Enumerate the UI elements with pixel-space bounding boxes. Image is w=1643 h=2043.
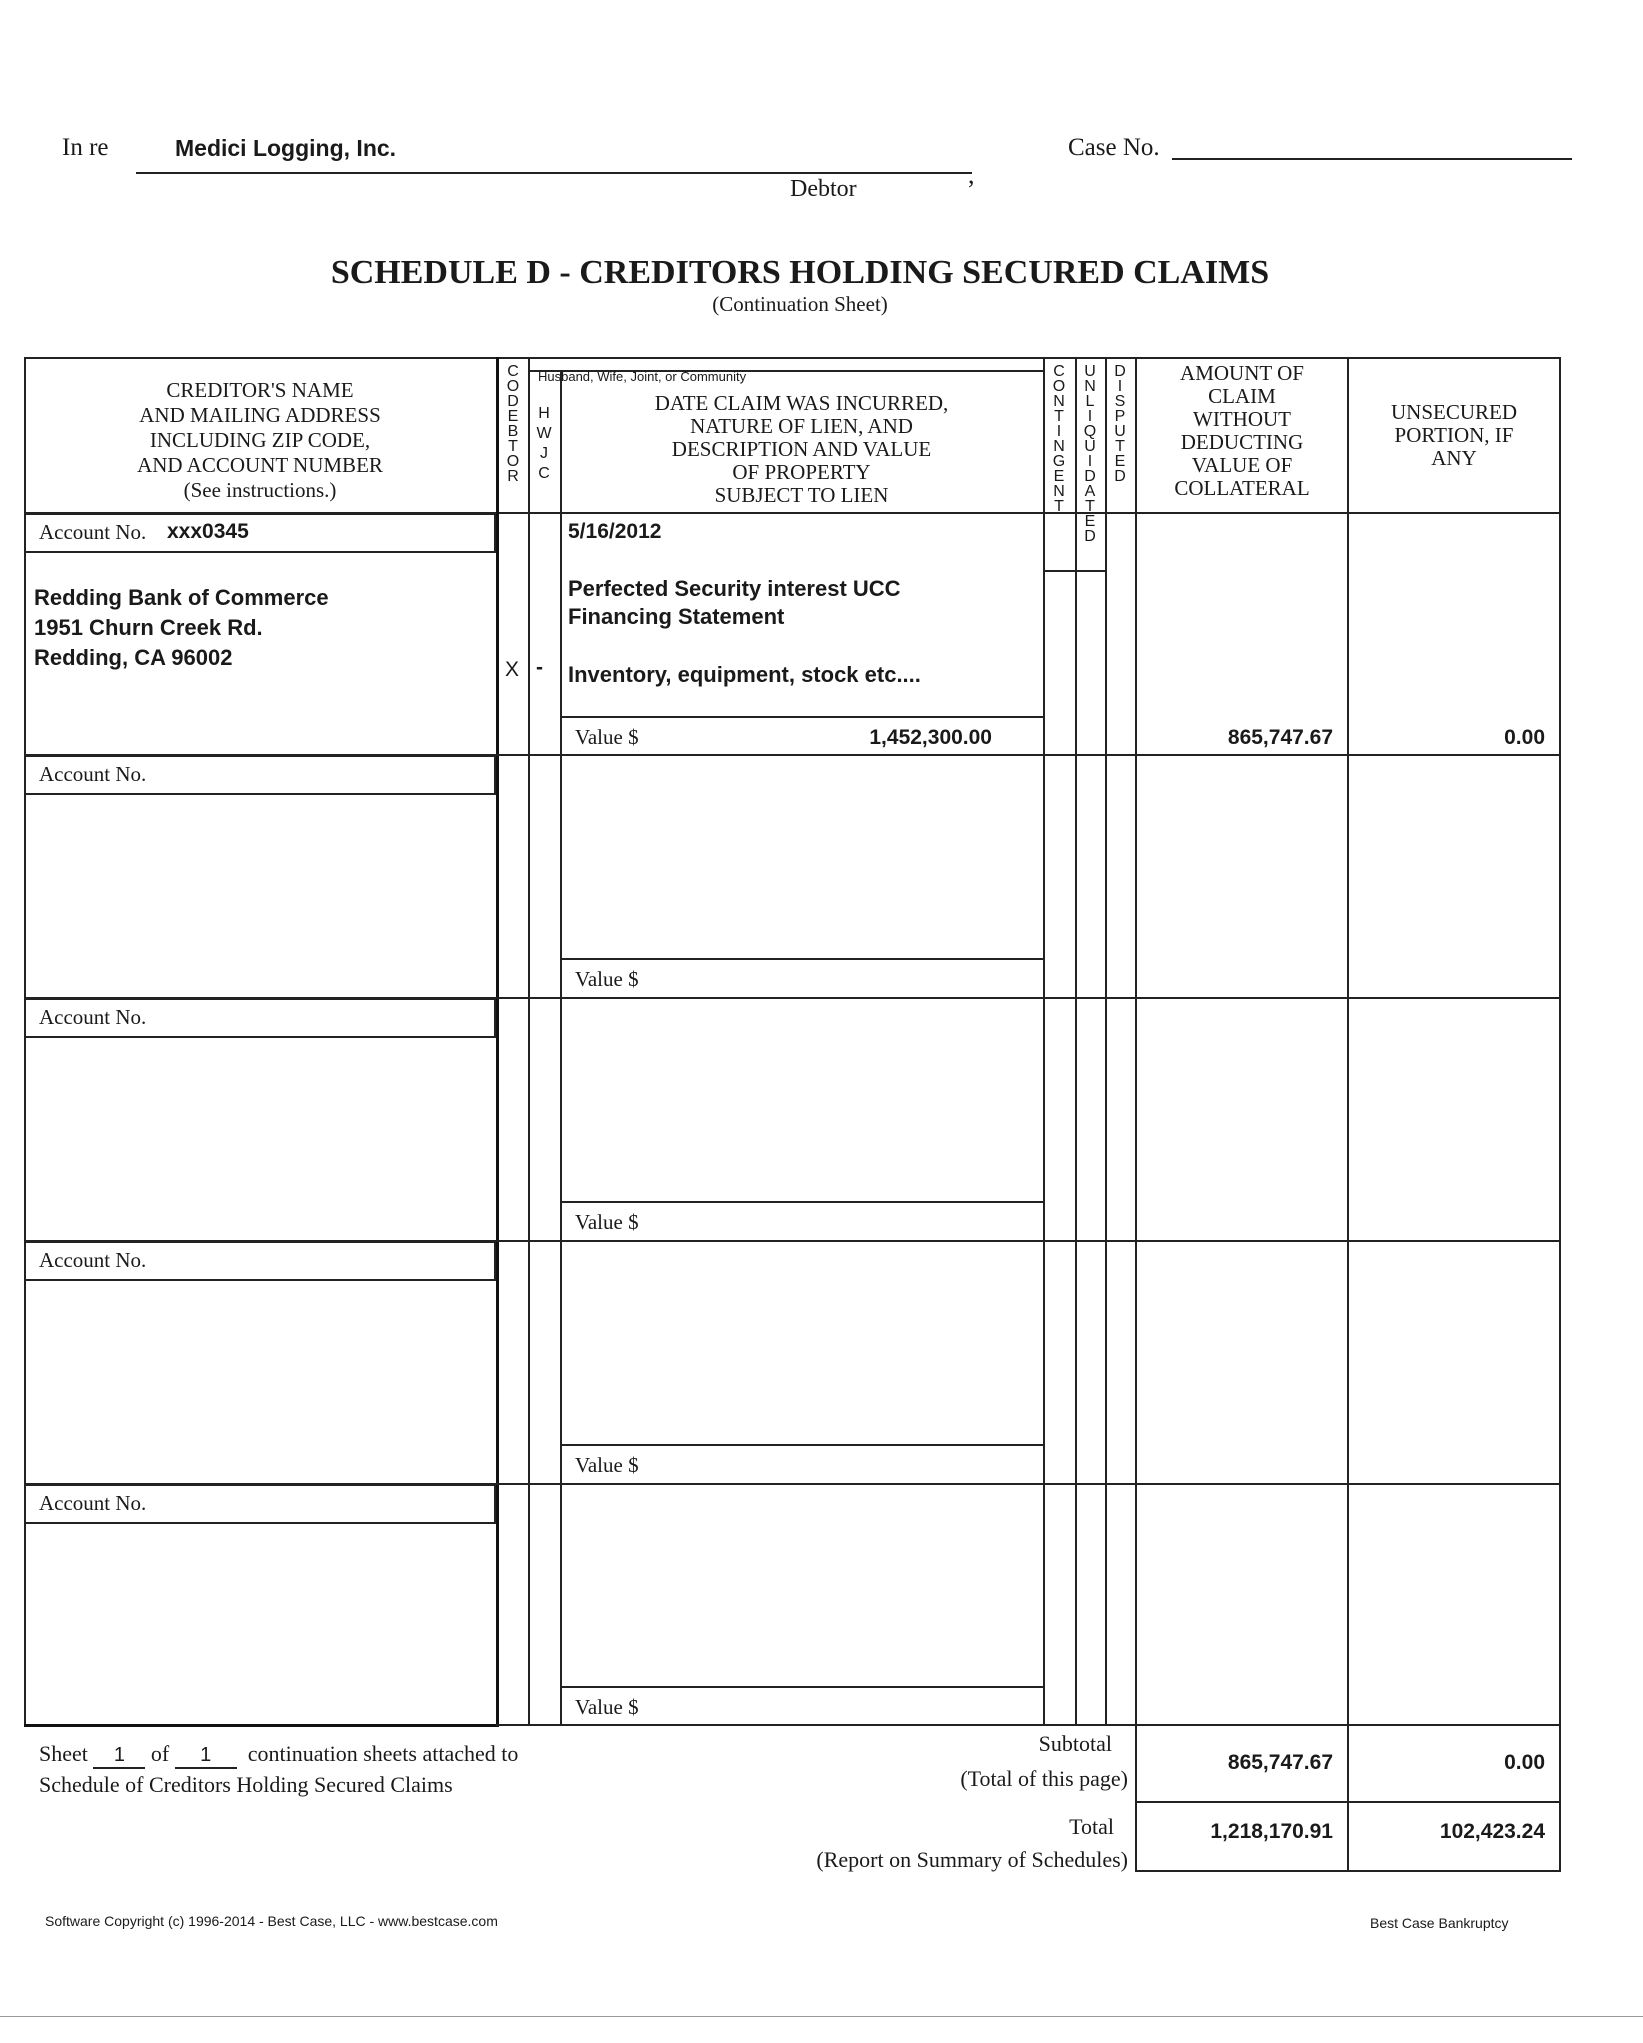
hwjc-mark: - xyxy=(536,656,543,679)
brand-text: Best Case Bankruptcy xyxy=(1370,1915,1509,1931)
in-re-label: In re xyxy=(62,134,109,161)
sheet-total: 1 xyxy=(175,1744,237,1769)
unsecured-amount: 0.00 xyxy=(1504,726,1545,749)
unsecured-column-header: UNSECURED PORTION, IF ANY xyxy=(1390,400,1517,470)
value-label: Value $ xyxy=(575,725,639,749)
value-label: Value $ xyxy=(575,1695,639,1719)
subtotal-label: Subtotal xyxy=(1038,1731,1112,1756)
unliquidated-column-header: U N L I Q U I D A T E D xyxy=(1083,363,1097,545)
claim-date: 5/16/2012 xyxy=(568,520,662,543)
total-unsecured: 102,423.24 xyxy=(1439,1820,1545,1843)
creditor-address: Redding Bank of Commerce 1951 Churn Creek Rd. Redding, CA 96002 xyxy=(34,585,329,670)
account-number: xxx0345 xyxy=(167,520,249,543)
page-edge-line xyxy=(0,2016,1643,2017)
account-label: Account No. xyxy=(39,762,147,786)
total-label: Total xyxy=(1069,1814,1114,1839)
subtotal-sublabel: (Total of this page) xyxy=(960,1766,1128,1791)
schedule-text: Schedule of Creditors Holding Secured Claims xyxy=(39,1772,453,1797)
contingent-column-header: C O N T I N G E N T xyxy=(1052,363,1066,515)
account-label: Account No. xyxy=(39,1248,147,1272)
disputed-column-header: D I S P U T E D xyxy=(1114,363,1126,485)
subtotal-amount: 865,747.67 xyxy=(1227,1751,1333,1774)
debtor-name: Medici Logging, Inc. xyxy=(175,135,397,161)
sheet-number: 1 xyxy=(93,1744,145,1769)
codebtor-mark: X xyxy=(505,658,520,681)
property-value: 1,452,300.00 xyxy=(869,726,992,749)
sheet-text: Sheet 1 of 1 continuation sheets attached to xyxy=(39,1741,518,1769)
account-label: Account No. xyxy=(39,1491,147,1515)
debtor-comma: , xyxy=(968,160,975,189)
debtor-underline xyxy=(136,172,972,174)
total-sublabel: (Report on Summary of Schedules) xyxy=(816,1847,1128,1872)
case-no-label: Case No. xyxy=(1068,134,1160,161)
page-subtitle: (Continuation Sheet) xyxy=(712,292,888,316)
value-label: Value $ xyxy=(575,967,639,991)
lien-nature: Perfected Security interest UCC Financing Statement xyxy=(568,576,901,629)
account-label: Account No. xyxy=(39,1005,147,1029)
value-label: Value $ xyxy=(575,1210,639,1234)
value-label: Value $ xyxy=(575,1453,639,1477)
account-label: Account No. xyxy=(39,520,147,544)
claim-amount: 865,747.67 xyxy=(1227,726,1333,749)
date-claim-column-header: DATE CLAIM WAS INCURRED, NATURE OF LIEN, AND DESCRIPTION AND VALUE OF PROPERTY SUBJECT TO LIEN xyxy=(654,391,949,507)
hwjc-column-header: H W J C xyxy=(536,405,552,482)
amount-column-header: AMOUNT OF CLAIM WITHOUT DEDUCTING VALUE OF COLLATERAL xyxy=(1174,361,1310,500)
page-title: SCHEDULE D - CREDITORS HOLDING SECURED CLAIMS xyxy=(330,254,1270,291)
debtor-label: Debtor xyxy=(790,176,857,202)
copyright-text: Software Copyright (c) 1996-2014 - Best Case, LLC - www.bestcase.com xyxy=(45,1913,498,1929)
hwjc-header: Husband, Wife, Joint, or Community xyxy=(538,369,747,384)
creditor-column-header: CREDITOR'S NAME AND MAILING ADDRESS INCLUDING ZIP CODE, AND ACCOUNT NUMBER (See instructions.) xyxy=(137,378,383,502)
case-no-field xyxy=(1172,158,1572,160)
property-description: Inventory, equipment, stock etc.... xyxy=(568,662,921,687)
subtotal-unsecured: 0.00 xyxy=(1504,1751,1545,1774)
total-amount: 1,218,170.91 xyxy=(1210,1820,1333,1843)
codebtor-column-header: C O D E B T O R xyxy=(506,363,520,485)
